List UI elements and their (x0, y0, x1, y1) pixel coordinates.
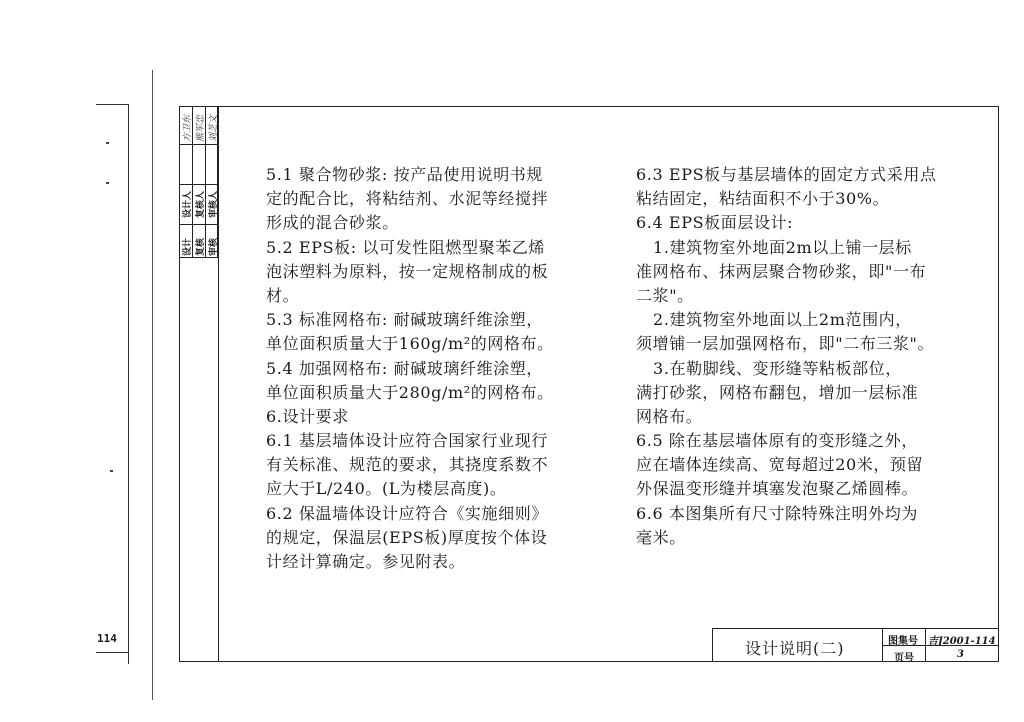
text-line: 泡沫塑料为原料，按一定规格制成的板 (266, 261, 549, 281)
signature-label: 复核人 (196, 190, 206, 218)
text-line: 5.3 标准网格布: 耐碱玻璃纤维涂塑， (266, 310, 544, 330)
text-line: 定的配合比，将粘结剂、水泥等经搅拌 (266, 189, 549, 209)
text-line: 3.在勒脚线、变形缝等粘板部位， (636, 358, 902, 378)
text-line: 粘结固定，粘结面积不小于30%。 (636, 189, 890, 209)
frame-inner-border (218, 106, 219, 662)
text-line: 6.6 本图集所有尺寸除特殊注明外均为 (636, 503, 918, 523)
signature-name: 熊军忠 (196, 114, 206, 142)
text-line: 有关标准、规范的要求，其挠度系数不 (266, 455, 549, 475)
text-line: 6.4 EPS板面层设计: (636, 213, 794, 233)
text-line: 毫米。 (636, 527, 686, 547)
signature-label: 审核人 (209, 190, 219, 218)
text-line: 须增铺一层加强网格布，即"二布三浆"。 (636, 334, 935, 354)
punch-mark (110, 470, 113, 472)
text-line: 单位面积质量大于160g/m²的网格布。 (266, 334, 554, 354)
drawing-title: 设计说明(二) (745, 639, 845, 658)
text-line: 网格布。 (636, 406, 703, 426)
binding-line-outer (152, 70, 153, 700)
atlas-number-label: 图集号 (888, 636, 918, 647)
text-line: 6.5 除在基层墙体原有的变形缝之外， (636, 431, 918, 451)
text-line: 的规定，保温层(EPS板)厚度按个体设 (266, 527, 548, 547)
page-number-label: 页号 (894, 653, 914, 664)
text-line: 应大于L/240。(L为楼层高度)。 (266, 479, 507, 499)
text-line: 5.2 EPS板: 以可发性阻燃型聚苯乙烯 (266, 237, 546, 257)
punch-mark (106, 142, 109, 144)
text-line: 6.2 保温墙体设计应符合《实施细则》 (266, 503, 548, 523)
section-heading: 6.设计要求 (266, 406, 349, 426)
right-text-column (636, 163, 937, 550)
binding-top-line (96, 104, 129, 105)
text-line: 二浆"。 (636, 285, 694, 305)
text-line: 单位面积质量大于280g/m²的网格布。 (266, 382, 554, 402)
binding-bottom-line (96, 652, 129, 653)
text-line: 2.建筑物室外地面以上2m范围内， (636, 310, 912, 330)
text-line: 5.1 聚合物砂浆: 按产品使用说明书规 (266, 165, 544, 184)
text-line: 形成的混合砂浆。 (266, 213, 399, 233)
text-line: 准网格布、抹两层聚合物砂浆，即"一布 (636, 261, 927, 281)
text-line: 1.建筑物室外地面2m以上铺一层标 (636, 237, 912, 257)
punch-mark (106, 182, 109, 184)
text-line: 6.3 EPS板与基层墙体的固定方式采用点 (636, 165, 937, 184)
page-number-value: 3 (957, 649, 964, 660)
signature-name: 方卫东 (183, 114, 193, 142)
signature-role: 设计 (183, 237, 193, 256)
text-line: 计经计算确定。参见附表。 (266, 552, 466, 571)
text-line: 应在墙体连续高、宽每超过20米，预留 (636, 455, 924, 475)
signature-block (179, 106, 218, 258)
text-line: 6.1 基层墙体设计应符合国家行业现行 (266, 431, 548, 451)
margin-page-number: 114 (97, 632, 117, 645)
text-line: 满打砂浆，网格布翻包，增加一层标准 (636, 382, 919, 402)
binding-line-inner (128, 104, 129, 664)
text-line: 外保温变形缝并填塞发泡聚乙烯圆棒。 (636, 479, 919, 499)
signature-label: 设计人 (183, 190, 193, 218)
signature-name: 刘芝文 (209, 114, 219, 142)
left-text-column (266, 163, 554, 574)
text-line: 材。 (266, 285, 300, 305)
atlas-number-value: 吉J2001-114 (928, 636, 996, 647)
signature-role: 复核 (196, 237, 206, 256)
signature-role: 审核 (209, 237, 219, 256)
text-line: 5.4 加强网格布: 耐碱玻璃纤维涂塑， (266, 358, 544, 378)
